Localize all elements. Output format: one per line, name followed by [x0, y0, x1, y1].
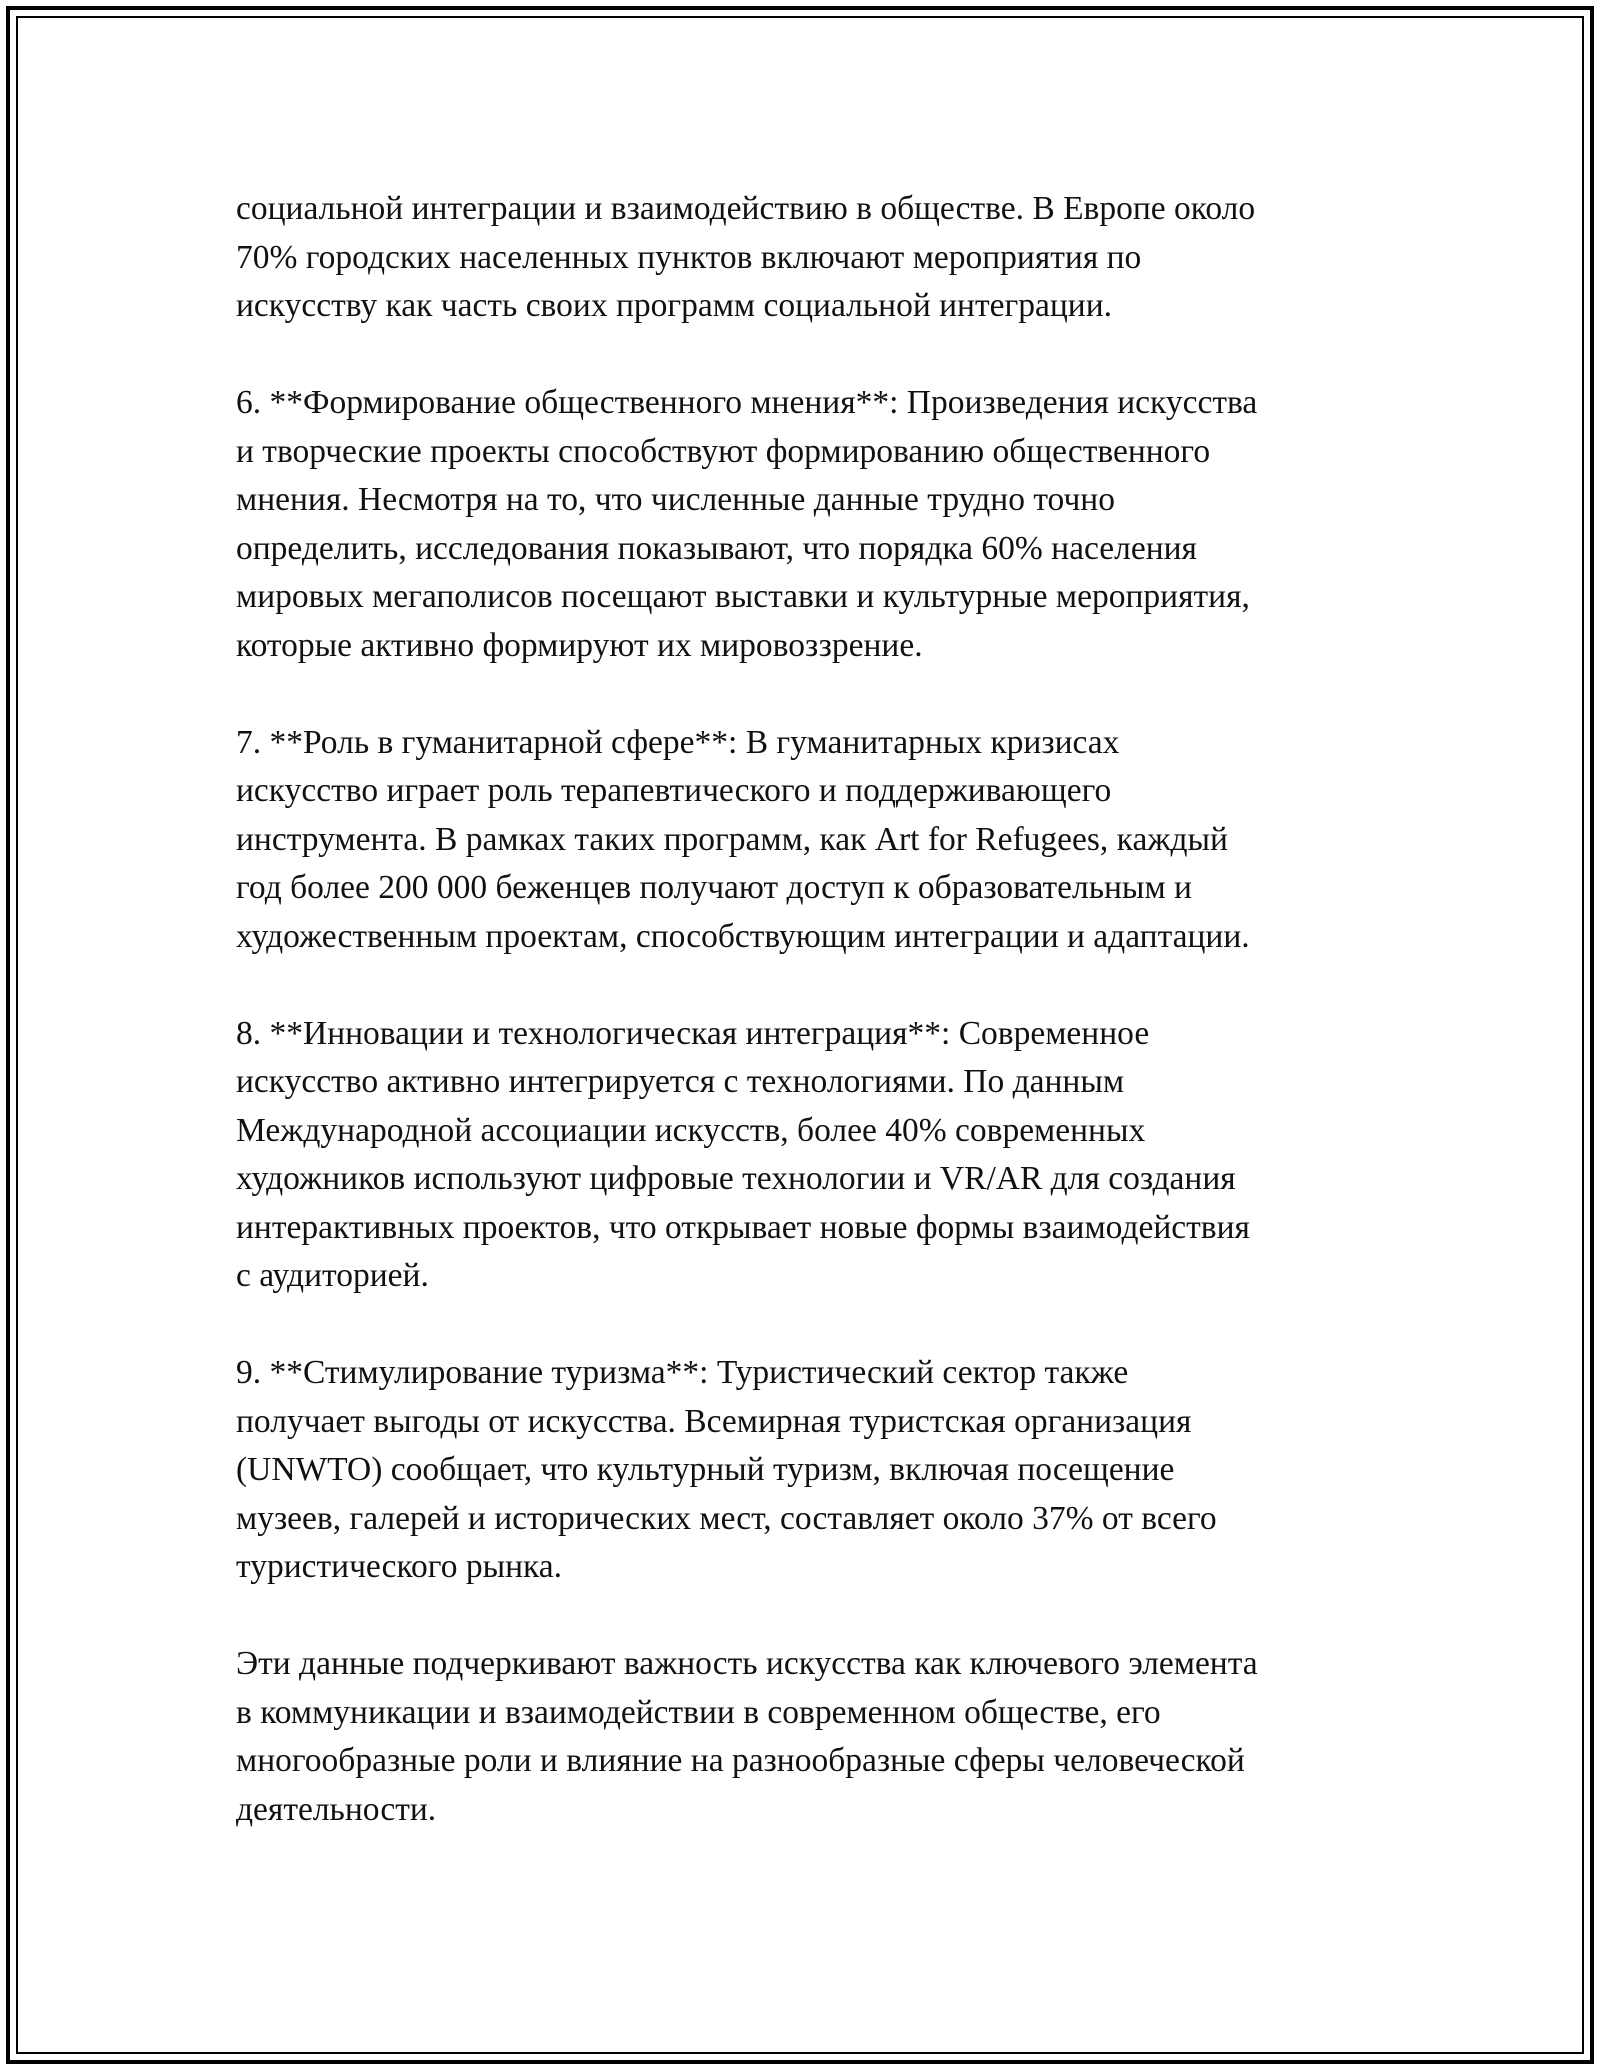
text-line: интерактивных проектов, что открывает новые формы взаимодействия	[236, 1208, 1250, 1246]
paragraph-item-9-tourism	[236, 1349, 1376, 1592]
text-line: художественным проектам, способствующим интеграции и адаптации.	[236, 917, 1250, 955]
paragraph-conclusion	[236, 1640, 1376, 1834]
text-line: и творческие проекты способствуют формированию общественного	[236, 432, 1211, 470]
text-line: деятельности.	[236, 1790, 437, 1828]
text-line: 9. **Стимулирование туризма**: Туристический сектор также	[236, 1354, 1129, 1391]
text-line: художников используют цифровые технологии и VR/AR для создания	[236, 1160, 1236, 1197]
text-line: Международной ассоциации искусств, более 40% современных	[236, 1111, 1146, 1149]
text-line: определить, исследования показывают, что порядка 60% населения	[236, 529, 1197, 567]
text-line: искусство активно интегрируется с технологиями. По данным	[236, 1063, 1125, 1100]
text-line: 70% городских населенных пунктов включают мероприятия по	[236, 238, 1142, 276]
text-line: искусство играет роль терапевтического и поддерживающего	[236, 772, 1112, 809]
text-line: которые активно формируют их мировоззрение.	[236, 626, 923, 664]
paragraph-item-6-public-opinion	[236, 379, 1376, 670]
text-line: социальной интеграции и взаимодействию в обществе. В Европе около	[236, 190, 1256, 227]
text-line: в коммуникации и взаимодействии в современном обществе, его	[236, 1693, 1161, 1731]
text-line: музеев, галерей и исторических мест, составляет около 37% от всего	[236, 1499, 1217, 1537]
paragraph-item-7-humanitarian	[236, 719, 1376, 962]
paragraph-item-8-innovation	[236, 1010, 1376, 1301]
text-line: 7. **Роль в гуманитарной сфере**: В гуманитарных кризисах	[236, 723, 1120, 761]
text-line: год более 200 000 беженцев получают доступ к образовательным и	[236, 869, 1192, 906]
text-line: мировых мегаполисов посещают выставки и культурные мероприятия,	[236, 578, 1250, 615]
text-line: с аудиторией.	[236, 1257, 429, 1294]
text-line: многообразные роли и влияние на разнообразные сферы человеческой	[236, 1742, 1245, 1779]
document-body	[236, 185, 1376, 1834]
text-line: инструмента. В рамках таких программ, как Art for Refugees, каждый	[236, 820, 1228, 858]
text-line: 8. **Инновации и технологическая интеграция**: Современное	[236, 1014, 1150, 1052]
text-line: мнения. Несмотря на то, что численные данные трудно точно	[236, 481, 1115, 518]
text-line: (UNWTO) сообщает, что культурный туризм, включая посещение	[236, 1451, 1175, 1488]
text-line: Эти данные подчеркивают важность искусства как ключевого элемента	[236, 1645, 1258, 1682]
text-line: получает выгоды от искусства. Всемирная туристская организация	[236, 1402, 1192, 1440]
text-line: 6. **Формирование общественного мнения**: Произведения искусства	[236, 384, 1258, 421]
text-line: туристического рынка.	[236, 1548, 563, 1585]
text-line: искусству как часть своих программ социальной интеграции.	[236, 287, 1113, 324]
paragraph-social-integration	[236, 185, 1376, 331]
